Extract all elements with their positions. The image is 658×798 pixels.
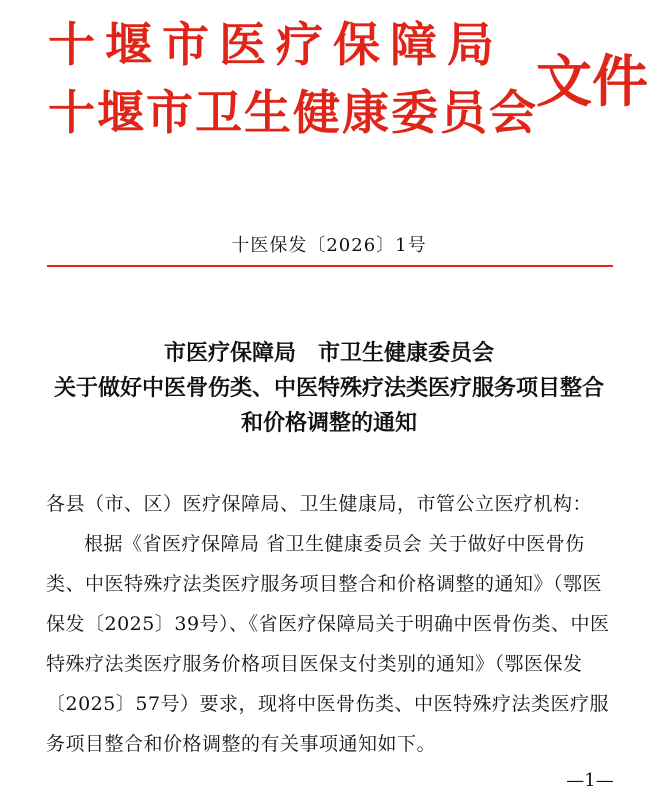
title-line-3: 和价格调整的通知 [240, 410, 417, 436]
title-line-1: 市医疗保障局 市卫生健康委员会 [163, 340, 494, 366]
document-number: 十医保发〔2026〕1号 [231, 235, 427, 256]
document-body [46, 484, 620, 764]
document-title [30, 336, 628, 441]
salutation: 各县（市、区）医疗保障局、卫生健康局，市管公立医疗机构： [46, 493, 593, 515]
document-header [48, 10, 648, 160]
issuing-org-1: 十堰市医疗保障局 [48, 18, 504, 73]
page-number: —1— [566, 770, 614, 791]
title-line-2: 关于做好中医骨伤类、中医特殊疗法类医疗服务项目整合 [53, 375, 604, 401]
issuing-org-2: 十堰市卫生健康委员会 [48, 86, 538, 141]
body-paragraph: 根据《省医疗保障局 省卫生健康委员会 关于做好中医骨伤类、中医特殊疗法类医疗服务项目整合和价格调整的通知》（鄂医保发〔2025〕39号）、《省医疗保障局关于明确中医骨伤类、中医特殊疗法类医疗服务价格项目医保支付类别的通知》（鄂医保发〔2025〕57号）要求，现将中医骨伤类、中医特殊疗法类医疗服务项目整合和价格调整的有关事项通知如下。 [46, 533, 610, 755]
red-divider [47, 265, 613, 267]
document-label: 文件 [536, 49, 648, 115]
